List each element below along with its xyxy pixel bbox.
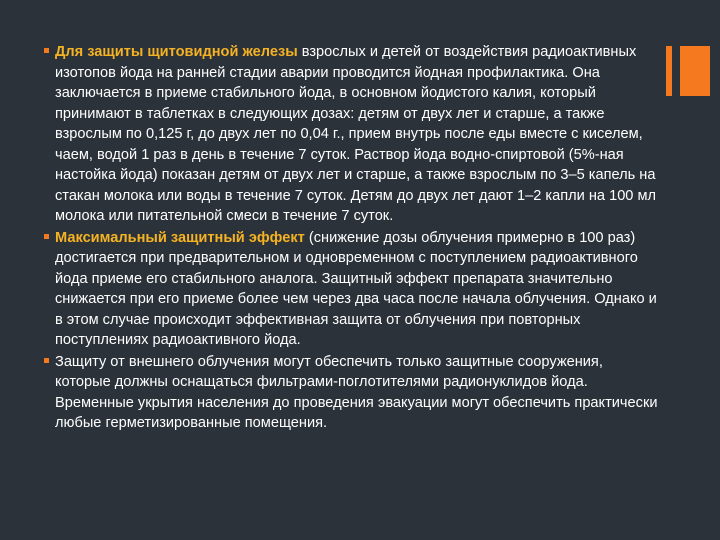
bullet-lead-text: Максимальный защитный эффект: [55, 229, 305, 246]
bullet-body-text: (снижение дозы облучения примерно в 100 раз) достигается при предварительном и одновременном с поступлением радиоактивного йода приеме его стабильного аналога. Защитный эффект препарата значительно снижается при его приеме более чем через два часа после начала облучения. Однако и в этом случае происходит эффективная защита от облучения при повторных поступлениях радиоактивного йода.: [55, 229, 657, 348]
bullet-item-thyroid-protection: [44, 42, 660, 227]
bullet-list: [44, 42, 660, 435]
bullet-item-external-exposure: [44, 352, 660, 434]
accent-bar-thin: [666, 46, 672, 96]
bullet-square-icon: [44, 234, 49, 239]
bullet-lead-text: Для защиты щитовидной железы: [55, 44, 298, 60]
bullet-body-text: взрослых и детей от воздействия радиоактивных изотопов йода на ранней стадии аварии проводится йодная профилактика. Она заключается в приеме стабильного йода, в основном йодистого калия, который принимают в таблетках в следующих дозах: детям от двух лет и старше, а также взрослым по 0,125 г, до двух лет по 0,04 г., прием внутрь после еды вместе с киселем, чаем, водой 1 раз в день в течение 7 суток. Раствор йода водно-спиртовой (5%-ная настойка йода) показан детям от двух лет и старше, а также взрослым по 3–5 капель на стакан молока или воды в течение 7 суток. Детям до двух лет дают 1–2 капли на 100 мл молока или питательной смеси в течение 7 суток.: [55, 44, 657, 224]
bullet-square-icon: [44, 48, 49, 53]
bullet-item-max-protective-effect: [44, 228, 660, 351]
bullet-square-icon: [44, 358, 49, 363]
accent-bar-thick: [680, 46, 710, 96]
bullet-body-text: Защиту от внешнего облучения могут обеспечить только защитные сооружения, которые должны оснащаться фильтрами-поглотителями радионуклидов йода. Временные укрытия населения до проведения эвакуации могут обеспечить практически любые герметизированные помещения.: [55, 353, 658, 431]
